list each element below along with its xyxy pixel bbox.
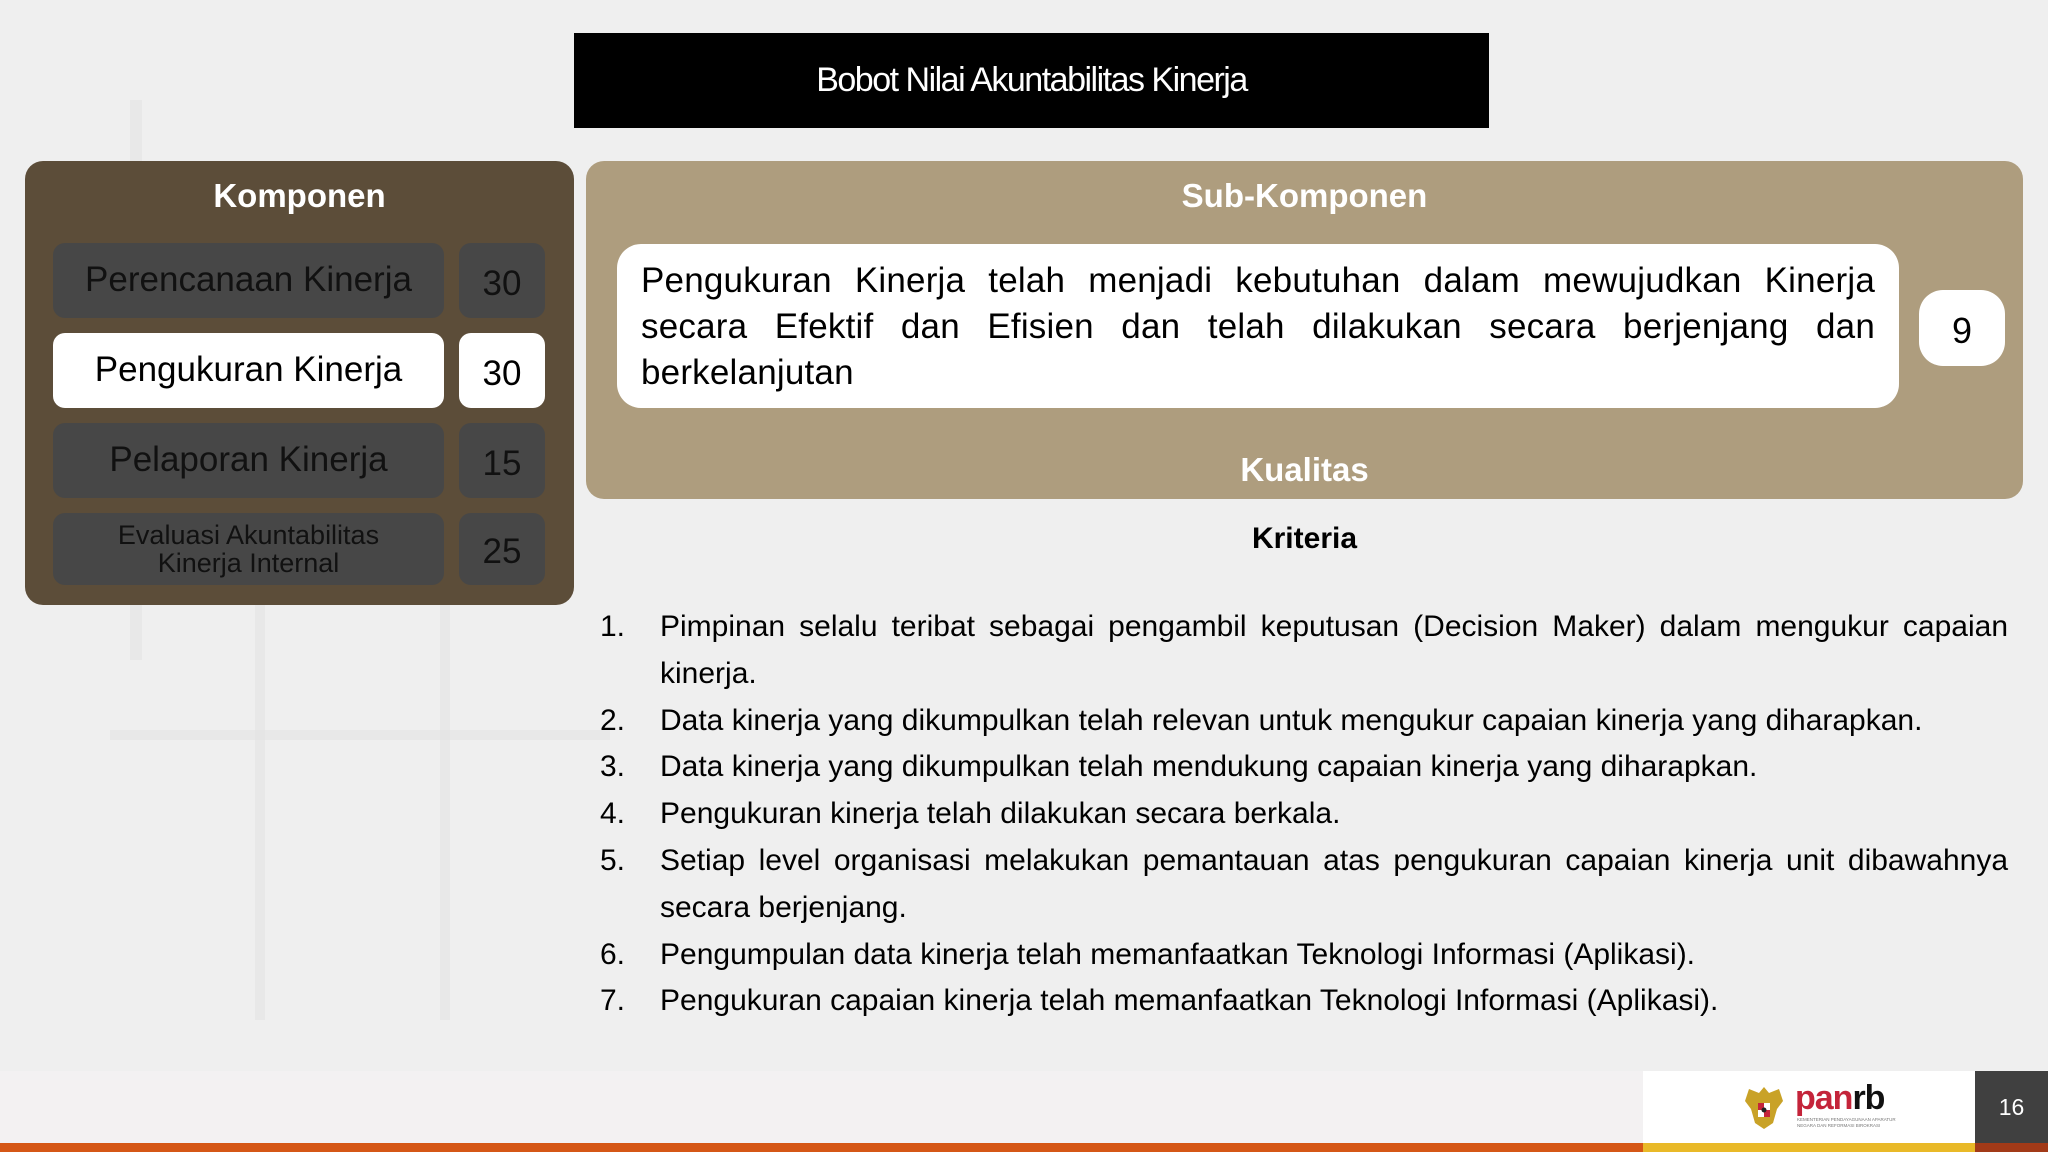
logo-pan: pan — [1795, 1079, 1853, 1117]
sub-komponen-heading: Sub-Komponen — [1181, 177, 1428, 214]
komponen-weight: 30 — [459, 243, 545, 318]
background-window-frame — [110, 730, 610, 740]
panrb-wordmark — [1795, 1079, 1884, 1118]
komponen-label: Pelaporan Kinerja — [53, 423, 444, 498]
komponen-item-perencanaan[interactable] — [53, 243, 545, 318]
kriteria-number: 3. — [600, 750, 626, 784]
komponen-heading: Komponen — [213, 177, 386, 214]
kualitas-label: Kualitas — [1240, 451, 1369, 488]
kriteria-number: 7. — [600, 984, 626, 1018]
komponen-label: Evaluasi Akuntabilitas Kinerja Internal — [53, 513, 444, 585]
komponen-item-pelaporan[interactable] — [53, 423, 545, 498]
komponen-weight: 30 — [459, 333, 545, 408]
komponen-weight: 25 — [459, 513, 545, 585]
kriteria-number: 4. — [600, 797, 626, 831]
sub-komponen-description: Pengukuran Kinerja telah menjadi kebutuhan dalam mewujudkan Kinerja secara Efektif dan Efisien dan telah dilakukan secara berjenjang dan berkelanjutan — [617, 244, 1899, 408]
komponen-item-evaluasi[interactable] — [53, 513, 545, 585]
page-title-text: Bobot Nilai Akuntabilitas Kinerja — [816, 61, 1247, 99]
kriteria-number: 1. — [600, 610, 626, 643]
kriteria-item — [600, 978, 2008, 1025]
komponen-label: Perencanaan Kinerja — [53, 243, 444, 318]
page-number-bar — [1975, 1143, 2048, 1152]
komponen-label: Pengukuran Kinerja — [53, 333, 444, 408]
kriteria-number: 2. — [600, 703, 626, 737]
kriteria-text: Pimpinan selalu teribat sebagai pengambil keputusan (Decision Maker) dalam mengukur capaian kinerja. — [660, 610, 2008, 690]
logo-rb: rb — [1852, 1079, 1885, 1117]
komponen-panel — [25, 161, 574, 605]
sub-komponen-score: 9 — [1919, 290, 2005, 366]
komponen-item-pengukuran[interactable] — [53, 333, 545, 408]
background-window-frame — [255, 600, 265, 1020]
kriteria-item — [600, 791, 2008, 838]
sub-komponen-panel — [586, 161, 2023, 499]
kriteria-item — [600, 698, 2008, 745]
kriteria-text: Pengukuran kinerja telah dilakukan secara berkala. — [660, 797, 1341, 831]
kriteria-text: Data kinerja yang dikumpulkan telah relevan untuk mengukur capaian kinerja yang diharapkan. — [660, 703, 1923, 737]
page-number: 16 — [1975, 1071, 2048, 1143]
page-title — [574, 33, 1489, 128]
footer-yellow-bar — [1643, 1143, 1975, 1152]
komponen-weight: 15 — [459, 423, 545, 498]
kriteria-number: 5. — [600, 843, 626, 877]
kriteria-item — [600, 604, 2008, 698]
kriteria-text: Pengumpulan data kinerja telah memanfaatkan Teknologi Informasi (Aplikasi). — [660, 937, 1696, 971]
kriteria-text: Data kinerja yang dikumpulkan telah mendukung capaian kinerja yang diharapkan. — [660, 750, 1758, 784]
kriteria-number: 6. — [600, 937, 626, 971]
kriteria-list — [600, 604, 2008, 1025]
kriteria-text: Pengukuran capaian kinerja telah memanfaatkan Teknologi Informasi (Aplikasi). — [660, 984, 1719, 1018]
kriteria-item — [600, 932, 2008, 979]
logo-subtitle: KEMENTERIAN PENDAYAGUNAAN APARATUR NEGARA DAN REFORMASI BIROKRASI — [1797, 1117, 1896, 1128]
kriteria-item — [600, 744, 2008, 791]
panrb-logo — [1643, 1071, 1975, 1143]
kriteria-item — [600, 838, 2008, 932]
kriteria-heading: Kriteria — [1251, 522, 1358, 555]
background-window-frame — [440, 600, 450, 1020]
kriteria-text: Setiap level organisasi melakukan pemantauan atas pengukuran capaian kinerja unit dibawahnya secara berjenjang. — [660, 843, 2008, 924]
garuda-emblem-icon — [1739, 1083, 1789, 1133]
